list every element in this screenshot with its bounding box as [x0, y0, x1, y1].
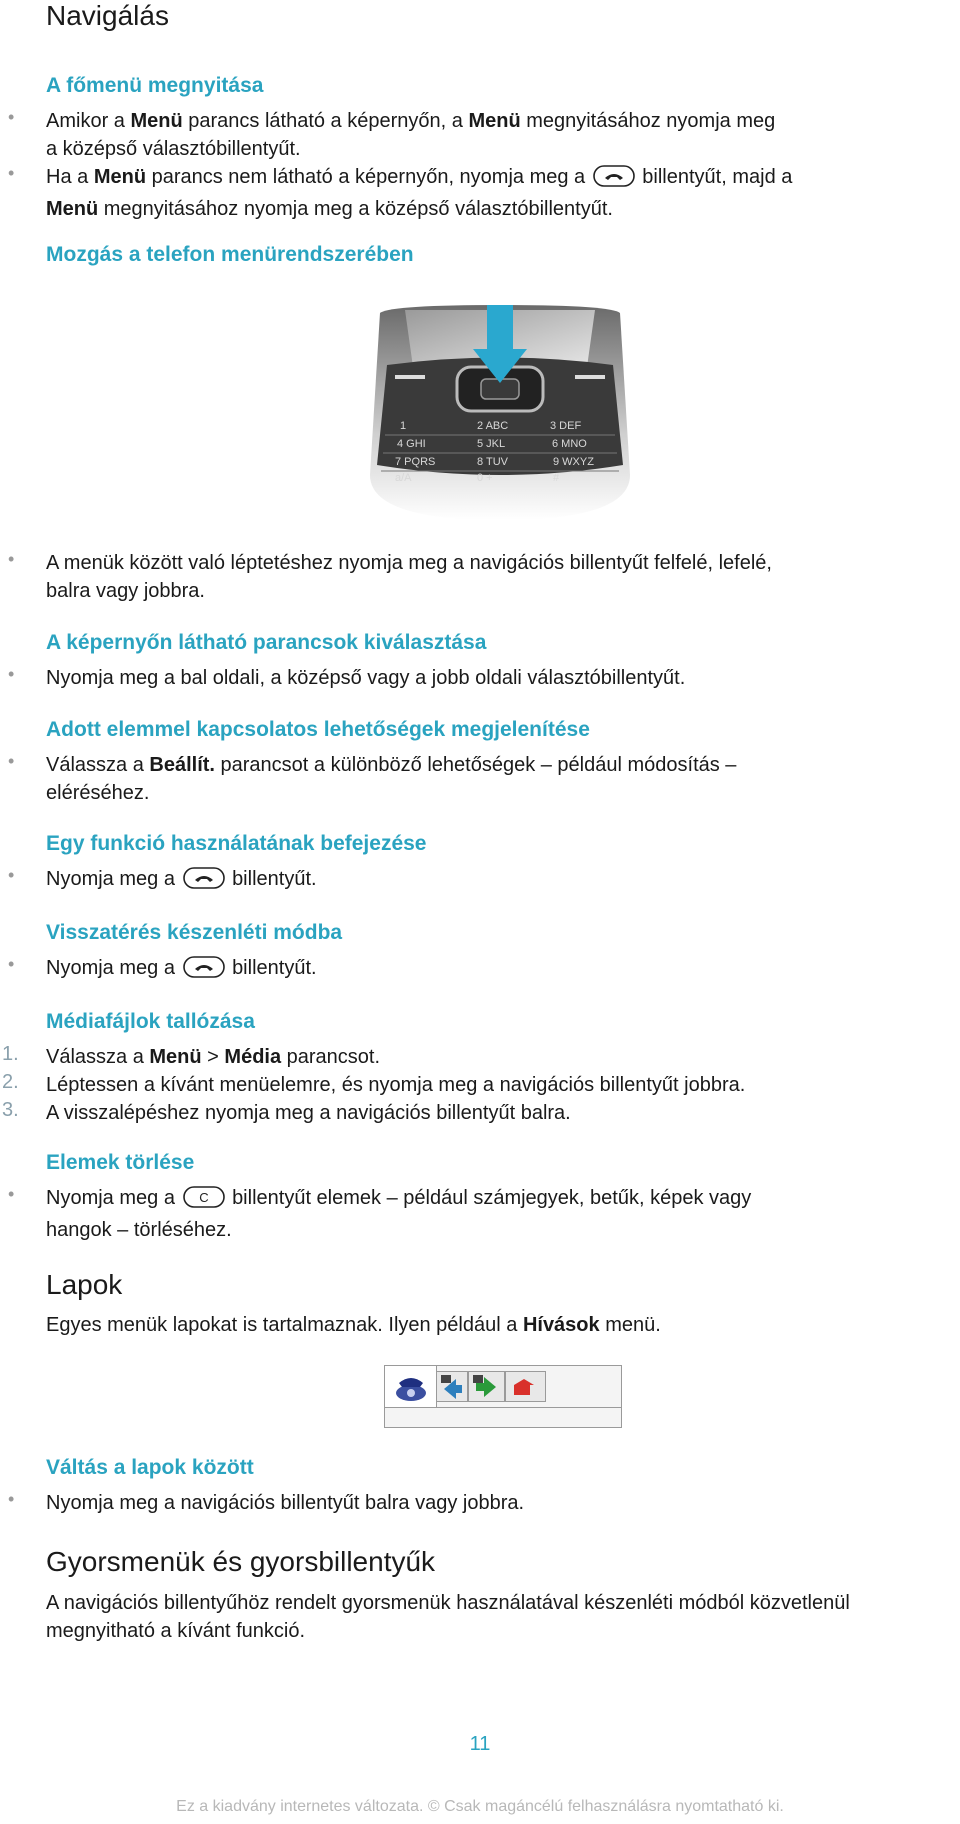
clear-key-icon — [183, 1186, 225, 1216]
bullet-dot: • — [8, 664, 15, 684]
bullet-dot: • — [8, 107, 15, 127]
key-6: 6 MNO — [552, 438, 587, 450]
step-number: 3. — [2, 1099, 19, 1121]
switch-tabs-bullet: • Nyomja meg a navigációs billentyűt balra vagy jobbra. — [8, 1489, 525, 1514]
key-9: 9 WXYZ — [553, 456, 594, 468]
moving-bullet: • A menük között való léptetéshez nyomja meg a navigációs billentyűt felfelé, lefelé, balra vagy jobbra. — [8, 549, 772, 602]
end-call-key-icon — [183, 956, 225, 986]
key-8: 8 TUV — [477, 456, 508, 468]
page-title: Navigálás — [46, 0, 169, 31]
key-hash: # — [553, 472, 560, 484]
key-0: 0 + — [477, 472, 493, 484]
main-menu-bullet-1: • Amikor a Menü parancs látható a képernyőn, a Menü megnyitásához nyomja meg a középső választóbillentyűt. — [8, 107, 776, 160]
heading-tabs: Lapok — [46, 1269, 123, 1300]
bullet-dot: • — [8, 954, 15, 974]
key-2: 2 ABC — [477, 420, 509, 432]
delete-bullet: • Nyomja meg a C billentyűt elemek – például számjegyek, betűk, képek vagy hangok – törléséhez. — [8, 1184, 752, 1241]
media-step-2: 2. Léptessen a kívánt menüelemre, és nyomja meg a navigációs billentyűt jobbra. — [2, 1071, 746, 1096]
heading-end-function: Egy funkció használatának befejezése — [46, 832, 427, 855]
heading-delete: Elemek törlése — [46, 1151, 195, 1174]
standby-bullet: • Nyomja meg a billentyűt. — [0, 954, 960, 986]
heading-shortcuts: Gyorsmenük és gyorsbillentyűk — [46, 1546, 436, 1577]
key-3: 3 DEF — [550, 420, 582, 432]
page-number: 11 — [469, 1733, 491, 1755]
main-menu-bullet-2: • Ha a Menü parancs nem látható a képernyőn, nyomja meg a billentyűt, majd a Menü megnyitásához nyomja meg a középső választóbillentyűt. — [8, 163, 793, 220]
phone-keypad-illustration — [365, 305, 635, 520]
key-5: 5 JKL — [477, 438, 506, 450]
end-call-key-icon — [593, 165, 635, 195]
key-star: a/A — [395, 472, 412, 484]
tabs-description: Egyes menük lapokat is tartalmaznak. Ilyen például a Hívások menü. — [46, 1314, 661, 1336]
heading-standby: Visszatérés készenléti módba — [46, 921, 343, 944]
heading-select-command: A képernyőn látható parancsok kiválasztása — [46, 631, 487, 654]
footer-note: Ez a kiadvány internetes változata. © Csak magáncélú felhasználásra nyomtatható ki. — [176, 1798, 784, 1815]
svg-text:C: C — [198, 1190, 209, 1205]
options-bullet: • Válassza a Beállít. parancsot a különböző lehetőségek – például módosítás – eléréséhez. — [8, 751, 737, 804]
heading-switch-tabs: Váltás a lapok között — [46, 1456, 254, 1479]
end-function-bullet: • Nyomja meg a billentyűt. — [0, 865, 960, 897]
key-7: 7 PQRS — [395, 456, 436, 468]
bullet-dot: • — [8, 1489, 15, 1509]
heading-moving: Mozgás a telefon menürendszerében — [46, 243, 414, 266]
step-number: 2. — [2, 1071, 19, 1093]
select-command-bullet: • Nyomja meg a bal oldali, a középső vagy a jobb oldali választóbillentyűt. — [8, 664, 686, 689]
heading-options: Adott elemmel kapcsolatos lehetőségek megjelenítése — [46, 718, 590, 741]
media-step-1: 1. Válassza a Menü > Média parancsot. — [2, 1043, 381, 1068]
heading-media: Médiafájlok tallózása — [46, 1010, 255, 1033]
key-4: 4 GHI — [397, 438, 426, 450]
media-step-3: 3. A visszalépéshez nyomja meg a navigációs billentyűt balra. — [2, 1099, 571, 1124]
bullet-dot: • — [8, 163, 15, 183]
key-1: 1 — [400, 420, 407, 432]
step-number: 1. — [2, 1043, 19, 1065]
tab-strip-illustration — [384, 1365, 622, 1428]
bullet-dot: • — [8, 751, 15, 771]
heading-main-menu: A főmenü megnyitása — [46, 74, 264, 97]
bullet-dot: • — [8, 1184, 15, 1204]
bullet-dot: • — [8, 865, 15, 885]
end-call-key-icon — [183, 867, 225, 897]
bullet-dot: • — [8, 549, 15, 569]
shortcuts-description: A navigációs billentyűhöz rendelt gyorsmenük használatával készenléti módból közvetlenül megnyitható a kívánt funkció. — [46, 1592, 850, 1642]
